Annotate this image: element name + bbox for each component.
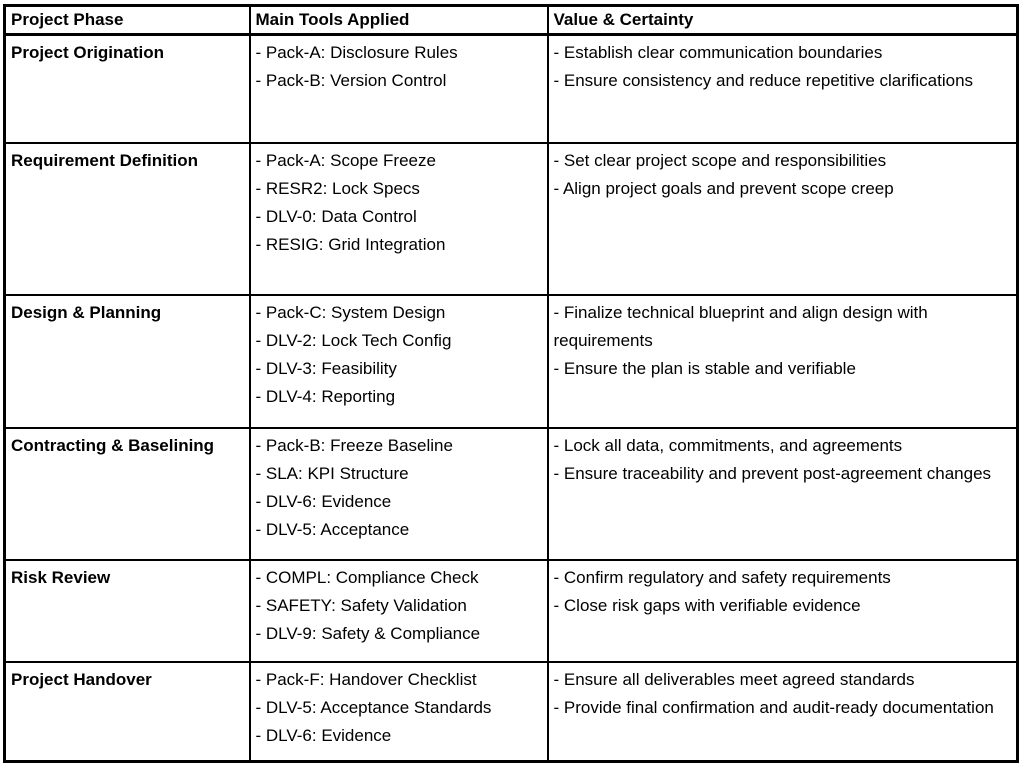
value-item: - Set clear project scope and responsibilities [553,150,887,170]
header-row [5,6,1018,35]
tool-item: - Pack-A: Disclosure Rules [255,43,458,62]
tools-cell [250,428,548,560]
values-cell [548,428,1018,560]
phase-label: Risk Review [11,567,111,587]
tool-item: - DLV-0: Data Control [255,206,417,226]
phase-cell [5,560,250,662]
tool-item: - SLA: KPI Structure [255,463,409,483]
value-item: - Align project goals and prevent scope creep [553,178,894,198]
phase-cell [5,295,250,428]
tool-item: - DLV-2: Lock Tech Config [255,330,452,350]
col-header-value: Value & Certainty [548,6,1018,35]
table-row [5,662,1018,762]
phase-cell [5,662,250,762]
tool-item: - COMPL: Compliance Check [255,567,479,587]
tool-item: - DLV-6: Evidence [255,725,392,745]
phase-label: Design & Planning [11,302,162,322]
values-cell [548,560,1018,662]
tool-item: - Pack-F: Handover Checklist [255,669,477,689]
tool-item: - DLV-5: Acceptance Standards [255,697,492,717]
phase-label: Requirement Definition [11,150,199,170]
tool-item: - DLV-5: Acceptance [255,519,410,539]
phase-tools-table [3,4,1019,763]
value-item: - Confirm regulatory and safety requirements [553,567,891,587]
values-cell [548,143,1018,295]
table-row [5,295,1018,428]
value-item: - Lock all data, commitments, and agreements [553,435,903,455]
phase-cell [5,143,250,295]
tools-cell [250,35,548,143]
value-item: - Ensure the plan is stable and verifiable [553,358,856,378]
values-cell [548,35,1018,143]
tools-cell [250,295,548,428]
phase-label: Project Origination [11,43,165,62]
table-row [5,428,1018,560]
value-item: - Establish clear communication boundaries [553,43,883,62]
tool-item: - RESIG: Grid Integration [255,234,446,254]
value-item: - Provide final confirmation and audit-ready documentation [553,697,994,717]
value-item: - Finalize technical blueprint and align design with requirements [553,302,928,350]
table-body [5,35,1018,762]
tool-item: - Pack-B: Freeze Baseline [255,435,453,455]
tool-item: - RESR2: Lock Specs [255,178,420,198]
value-item: - Close risk gaps with verifiable evidence [553,595,861,615]
value-item: - Ensure consistency and reduce repetitive clarifications [553,71,974,90]
values-cell [548,295,1018,428]
tool-item: - DLV-3: Feasibility [255,358,397,378]
tool-item: - DLV-6: Evidence [255,491,392,511]
phase-label: Contracting & Baselining [11,435,215,455]
value-item: - Ensure traceability and prevent post-agreement changes [553,463,992,483]
table-row [5,560,1018,662]
tool-item: - Pack-C: System Design [255,302,446,322]
tool-item: - Pack-A: Scope Freeze [255,150,436,170]
tool-item: - DLV-9: Safety & Compliance [255,623,481,643]
table-row [5,35,1018,143]
tool-item: - Pack-B: Version Control [255,71,447,90]
phase-cell [5,428,250,560]
phase-label: Project Handover [11,669,152,689]
phase-cell [5,35,250,143]
col-header-phase: Project Phase [5,6,250,35]
tools-cell [250,560,548,662]
value-item: - Ensure all deliverables meet agreed standards [553,669,915,689]
tools-cell [250,143,548,295]
tools-cell [250,662,548,762]
col-header-tools: Main Tools Applied [250,6,548,35]
tool-item: - DLV-4: Reporting [255,386,396,406]
values-cell [548,662,1018,762]
tool-item: - SAFETY: Safety Validation [255,595,467,615]
table-row [5,143,1018,295]
